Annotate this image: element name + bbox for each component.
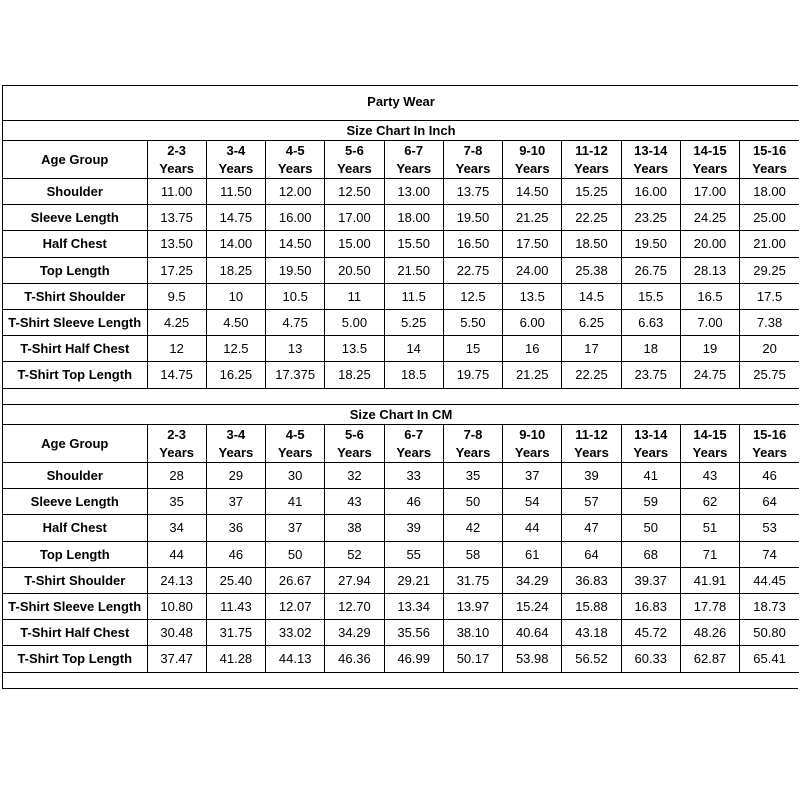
measurement-cell: 43.18 — [562, 620, 621, 646]
measurement-cell: 13 — [266, 336, 325, 362]
measurement-cell: 21.50 — [384, 257, 443, 283]
table-row — [3, 231, 799, 257]
age-column-header — [740, 425, 799, 463]
measurement-cell: 13.34 — [384, 593, 443, 619]
measurement-cell: 15.00 — [325, 231, 384, 257]
measurement-cell: 14.5 — [562, 283, 621, 309]
age-column-header — [443, 425, 502, 463]
age-range: 6-7 — [404, 142, 424, 158]
years-label: Years — [277, 444, 313, 460]
measurement-cell: 64 — [562, 541, 621, 567]
table-row — [3, 541, 799, 567]
measurement-cell: 24.00 — [503, 257, 562, 283]
measurement-cell: 38 — [325, 515, 384, 541]
row-label: T-Shirt Half Chest — [3, 336, 147, 362]
measurement-cell: 46.36 — [325, 646, 384, 672]
measurement-cell: 13.75 — [443, 179, 502, 205]
age-column-header — [562, 425, 621, 463]
measurement-cell: 12.5 — [443, 283, 502, 309]
measurement-cell: 45.72 — [621, 620, 680, 646]
measurement-cell: 14.00 — [206, 231, 265, 257]
cm-header-row — [3, 425, 799, 463]
measurement-cell: 22.25 — [562, 205, 621, 231]
measurement-cell: 65.41 — [740, 646, 799, 672]
age-range: 9-10 — [519, 142, 546, 158]
table-row — [3, 283, 799, 309]
measurement-cell: 41.28 — [206, 646, 265, 672]
years-label: Years — [159, 160, 194, 176]
measurement-cell: 18.50 — [562, 231, 621, 257]
measurement-cell: 17.00 — [325, 205, 384, 231]
age-range: 3-4 — [226, 142, 246, 158]
measurement-cell: 50.17 — [443, 646, 502, 672]
measurement-cell: 12 — [147, 336, 206, 362]
measurement-cell: 17.5 — [740, 283, 799, 309]
measurement-cell: 52 — [325, 541, 384, 567]
measurement-cell: 74 — [740, 541, 799, 567]
measurement-cell: 17.375 — [266, 362, 325, 388]
measurement-cell: 29 — [206, 463, 265, 489]
measurement-cell: 48.26 — [680, 620, 739, 646]
measurement-cell: 51 — [680, 515, 739, 541]
measurement-cell: 18 — [621, 336, 680, 362]
age-range: 2-3 — [167, 426, 187, 442]
measurement-cell: 21.25 — [503, 362, 562, 388]
age-range: 14-15 — [693, 426, 727, 442]
measurement-cell: 21.25 — [503, 205, 562, 231]
measurement-cell: 5.50 — [443, 309, 502, 335]
measurement-cell: 46.99 — [384, 646, 443, 672]
measurement-cell: 35.56 — [384, 620, 443, 646]
years-label: Years — [752, 160, 787, 176]
measurement-cell: 16.00 — [266, 205, 325, 231]
measurement-cell: 17.50 — [503, 231, 562, 257]
measurement-cell: 42 — [443, 515, 502, 541]
measurement-cell: 25.40 — [206, 567, 265, 593]
row-label: Top Length — [3, 541, 147, 567]
measurement-cell: 41.91 — [680, 567, 739, 593]
measurement-cell: 15.88 — [562, 593, 621, 619]
table-row — [3, 620, 799, 646]
table-row — [3, 593, 799, 619]
measurement-cell: 16.00 — [621, 179, 680, 205]
measurement-cell: 7.38 — [740, 309, 799, 335]
measurement-cell: 13.00 — [384, 179, 443, 205]
measurement-cell: 50.80 — [740, 620, 799, 646]
measurement-cell: 27.94 — [325, 567, 384, 593]
measurement-cell: 34.29 — [503, 567, 562, 593]
measurement-cell: 11 — [325, 283, 384, 309]
age-column-header — [740, 141, 799, 179]
age-column-header — [147, 141, 206, 179]
row-label: T-Shirt Sleeve Length — [3, 309, 147, 335]
measurement-cell: 12.50 — [325, 179, 384, 205]
measurement-cell: 61 — [503, 541, 562, 567]
measurement-cell: 25.75 — [740, 362, 799, 388]
measurement-cell: 14.50 — [266, 231, 325, 257]
measurement-cell: 34 — [147, 515, 206, 541]
measurement-cell: 10.5 — [266, 283, 325, 309]
measurement-cell: 25.38 — [562, 257, 621, 283]
table-row — [3, 463, 799, 489]
measurement-cell: 28.13 — [680, 257, 739, 283]
measurement-cell: 15.5 — [621, 283, 680, 309]
measurement-cell: 26.67 — [266, 567, 325, 593]
measurement-cell: 24.13 — [147, 567, 206, 593]
measurement-cell: 46 — [206, 541, 265, 567]
years-label: Years — [514, 444, 550, 460]
row-label: Shoulder — [3, 179, 147, 205]
measurement-cell: 13.5 — [503, 283, 562, 309]
measurement-cell: 46 — [384, 489, 443, 515]
measurement-cell: 11.5 — [384, 283, 443, 309]
measurement-cell: 12.70 — [325, 593, 384, 619]
age-range: 2-3 — [167, 142, 187, 158]
years-label: Years — [514, 160, 550, 176]
measurement-cell: 10 — [206, 283, 265, 309]
measurement-cell: 53.98 — [503, 646, 562, 672]
measurement-cell: 44 — [147, 541, 206, 567]
years-label: Years — [574, 160, 609, 176]
age-group-header: Age Group — [3, 425, 147, 463]
measurement-cell: 44 — [503, 515, 562, 541]
age-column-header — [443, 141, 502, 179]
measurement-cell: 19 — [680, 336, 739, 362]
inch-size-table — [3, 140, 799, 389]
divider — [3, 120, 799, 121]
row-label: T-Shirt Top Length — [3, 362, 147, 388]
age-column-header — [384, 425, 443, 463]
measurement-cell: 13.97 — [443, 593, 502, 619]
measurement-cell: 15.24 — [503, 593, 562, 619]
measurement-cell: 33 — [384, 463, 443, 489]
measurement-cell: 6.63 — [621, 309, 680, 335]
age-range: 9-10 — [519, 426, 546, 442]
measurement-cell: 17.78 — [680, 593, 739, 619]
measurement-cell: 24.25 — [680, 205, 739, 231]
measurement-cell: 12.5 — [206, 336, 265, 362]
measurement-cell: 13.50 — [147, 231, 206, 257]
measurement-cell: 30 — [266, 463, 325, 489]
measurement-cell: 50 — [443, 489, 502, 515]
measurement-cell: 17.25 — [147, 257, 206, 283]
age-range: 4-5 — [285, 426, 305, 442]
page-title: Party Wear — [367, 94, 435, 109]
measurement-cell: 10.80 — [147, 593, 206, 619]
measurement-cell: 15.50 — [384, 231, 443, 257]
years-label: Years — [159, 444, 194, 460]
measurement-cell: 36.83 — [562, 567, 621, 593]
measurement-cell: 4.75 — [266, 309, 325, 335]
age-column-header — [325, 141, 384, 179]
measurement-cell: 13.75 — [147, 205, 206, 231]
years-label: Years — [633, 160, 669, 176]
inch-chart-heading: Size Chart In Inch — [346, 123, 456, 138]
measurement-cell: 37 — [266, 515, 325, 541]
measurement-cell: 32 — [325, 463, 384, 489]
years-label: Years — [337, 444, 372, 460]
measurement-cell: 11.00 — [147, 179, 206, 205]
years-label: Years — [455, 160, 491, 176]
table-row — [3, 205, 799, 231]
measurement-cell: 41 — [621, 463, 680, 489]
measurement-cell: 24.75 — [680, 362, 739, 388]
measurement-cell: 30.48 — [147, 620, 206, 646]
measurement-cell: 50 — [621, 515, 680, 541]
measurement-cell: 37.47 — [147, 646, 206, 672]
measurement-cell: 21.00 — [740, 231, 799, 257]
age-range: 5-6 — [345, 426, 364, 442]
measurement-cell: 64 — [740, 489, 799, 515]
years-label: Years — [218, 160, 254, 176]
age-column-header — [621, 425, 680, 463]
age-range: 4-5 — [285, 142, 305, 158]
years-label: Years — [396, 160, 432, 176]
measurement-cell: 22.25 — [562, 362, 621, 388]
measurement-cell: 7.00 — [680, 309, 739, 335]
measurement-cell: 31.75 — [443, 567, 502, 593]
measurement-cell: 35 — [147, 489, 206, 515]
measurement-cell: 4.50 — [206, 309, 265, 335]
age-range: 14-15 — [693, 142, 727, 158]
measurement-cell: 53 — [740, 515, 799, 541]
years-label: Years — [396, 444, 432, 460]
row-label: T-Shirt Shoulder — [3, 567, 147, 593]
years-label: Years — [692, 160, 728, 176]
divider — [3, 404, 799, 405]
age-column-header — [503, 425, 562, 463]
age-column-header — [147, 425, 206, 463]
measurement-cell: 39 — [562, 463, 621, 489]
measurement-cell: 44.13 — [266, 646, 325, 672]
size-chart-sheet — [2, 85, 798, 689]
age-column-header — [384, 141, 443, 179]
measurement-cell: 41 — [266, 489, 325, 515]
measurement-cell: 20.50 — [325, 257, 384, 283]
measurement-cell: 20.00 — [680, 231, 739, 257]
measurement-cell: 18.25 — [325, 362, 384, 388]
age-column-header — [562, 141, 621, 179]
measurement-cell: 11.43 — [206, 593, 265, 619]
measurement-cell: 18.00 — [384, 205, 443, 231]
age-column-header — [680, 141, 739, 179]
inch-header-row — [3, 141, 799, 179]
age-range: 7-8 — [463, 426, 483, 442]
measurement-cell: 12.00 — [266, 179, 325, 205]
row-label: Sleeve Length — [3, 489, 147, 515]
row-label: T-Shirt Half Chest — [3, 620, 147, 646]
table-row — [3, 257, 799, 283]
measurement-cell: 29.25 — [740, 257, 799, 283]
row-label: Sleeve Length — [3, 205, 147, 231]
age-range: 13-14 — [634, 142, 668, 158]
measurement-cell: 22.75 — [443, 257, 502, 283]
measurement-cell: 68 — [621, 541, 680, 567]
measurement-cell: 33.02 — [266, 620, 325, 646]
measurement-cell: 28 — [147, 463, 206, 489]
measurement-cell: 6.25 — [562, 309, 621, 335]
measurement-cell: 11.50 — [206, 179, 265, 205]
age-range: 6-7 — [404, 426, 424, 442]
measurement-cell: 16.50 — [443, 231, 502, 257]
measurement-cell: 6.00 — [503, 309, 562, 335]
age-range: 7-8 — [463, 142, 483, 158]
age-column-header — [503, 141, 562, 179]
measurement-cell: 62.87 — [680, 646, 739, 672]
age-column-header — [621, 141, 680, 179]
measurement-cell: 29.21 — [384, 567, 443, 593]
measurement-cell: 18.00 — [740, 179, 799, 205]
measurement-cell: 12.07 — [266, 593, 325, 619]
measurement-cell: 9.5 — [147, 283, 206, 309]
measurement-cell: 16.83 — [621, 593, 680, 619]
years-label: Years — [752, 444, 787, 460]
measurement-cell: 17 — [562, 336, 621, 362]
measurement-cell: 55 — [384, 541, 443, 567]
measurement-cell: 62 — [680, 489, 739, 515]
measurement-cell: 16 — [503, 336, 562, 362]
measurement-cell: 17.00 — [680, 179, 739, 205]
measurement-cell: 43 — [325, 489, 384, 515]
table-row — [3, 336, 799, 362]
measurement-cell: 44.45 — [740, 567, 799, 593]
measurement-cell: 35 — [443, 463, 502, 489]
age-range: 15-16 — [752, 426, 787, 442]
measurement-cell: 43 — [680, 463, 739, 489]
measurement-cell: 20 — [740, 336, 799, 362]
table-row — [3, 179, 799, 205]
measurement-cell: 14 — [384, 336, 443, 362]
table-row — [3, 646, 799, 672]
measurement-cell: 5.00 — [325, 309, 384, 335]
age-column-header — [266, 425, 325, 463]
measurement-cell: 47 — [562, 515, 621, 541]
measurement-cell: 39.37 — [621, 567, 680, 593]
age-range: 15-16 — [752, 142, 787, 158]
measurement-cell: 54 — [503, 489, 562, 515]
measurement-cell: 46 — [740, 463, 799, 489]
measurement-cell: 31.75 — [206, 620, 265, 646]
measurement-cell: 5.25 — [384, 309, 443, 335]
row-label: T-Shirt Sleeve Length — [3, 593, 147, 619]
measurement-cell: 38.10 — [443, 620, 502, 646]
measurement-cell: 25.00 — [740, 205, 799, 231]
row-label: Top Length — [3, 257, 147, 283]
years-label: Years — [218, 444, 254, 460]
age-group-header: Age Group — [3, 141, 147, 179]
years-label: Years — [692, 444, 728, 460]
measurement-cell: 16.25 — [206, 362, 265, 388]
measurement-cell: 56.52 — [562, 646, 621, 672]
age-column-header — [266, 141, 325, 179]
measurement-cell: 14.75 — [206, 205, 265, 231]
row-label: Half Chest — [3, 231, 147, 257]
row-label: T-Shirt Top Length — [3, 646, 147, 672]
measurement-cell: 50 — [266, 541, 325, 567]
measurement-cell: 14.50 — [503, 179, 562, 205]
measurement-cell: 57 — [562, 489, 621, 515]
measurement-cell: 23.25 — [621, 205, 680, 231]
measurement-cell: 19.50 — [266, 257, 325, 283]
measurement-cell: 34.29 — [325, 620, 384, 646]
table-row — [3, 362, 799, 388]
table-row — [3, 489, 799, 515]
age-range: 11-12 — [575, 142, 608, 158]
row-label: Half Chest — [3, 515, 147, 541]
age-range: 3-4 — [226, 426, 246, 442]
measurement-cell: 19.50 — [621, 231, 680, 257]
age-column-header — [325, 425, 384, 463]
age-range: 5-6 — [345, 142, 364, 158]
measurement-cell: 15.25 — [562, 179, 621, 205]
years-label: Years — [455, 444, 491, 460]
measurement-cell: 39 — [384, 515, 443, 541]
measurement-cell: 40.64 — [503, 620, 562, 646]
age-range: 11-12 — [575, 426, 608, 442]
age-column-header — [680, 425, 739, 463]
measurement-cell: 37 — [206, 489, 265, 515]
age-column-header — [206, 425, 265, 463]
row-label: T-Shirt Shoulder — [3, 283, 147, 309]
years-label: Years — [574, 444, 609, 460]
years-label: Years — [337, 160, 372, 176]
measurement-cell: 19.75 — [443, 362, 502, 388]
measurement-cell: 58 — [443, 541, 502, 567]
years-label: Years — [633, 444, 669, 460]
measurement-cell: 4.25 — [147, 309, 206, 335]
measurement-cell: 14.75 — [147, 362, 206, 388]
measurement-cell: 18.73 — [740, 593, 799, 619]
measurement-cell: 71 — [680, 541, 739, 567]
table-row — [3, 309, 799, 335]
measurement-cell: 60.33 — [621, 646, 680, 672]
measurement-cell: 36 — [206, 515, 265, 541]
cm-size-table — [3, 424, 799, 673]
measurement-cell: 16.5 — [680, 283, 739, 309]
age-range: 13-14 — [634, 426, 668, 442]
years-label: Years — [277, 160, 313, 176]
row-label: Shoulder — [3, 463, 147, 489]
measurement-cell: 18.5 — [384, 362, 443, 388]
measurement-cell: 15 — [443, 336, 502, 362]
cm-chart-heading: Size Chart In CM — [349, 407, 453, 422]
table-row — [3, 515, 799, 541]
measurement-cell: 13.5 — [325, 336, 384, 362]
measurement-cell: 37 — [503, 463, 562, 489]
age-column-header — [206, 141, 265, 179]
measurement-cell: 18.25 — [206, 257, 265, 283]
measurement-cell: 26.75 — [621, 257, 680, 283]
table-row — [3, 567, 799, 593]
measurement-cell: 19.50 — [443, 205, 502, 231]
measurement-cell: 59 — [621, 489, 680, 515]
measurement-cell: 23.75 — [621, 362, 680, 388]
